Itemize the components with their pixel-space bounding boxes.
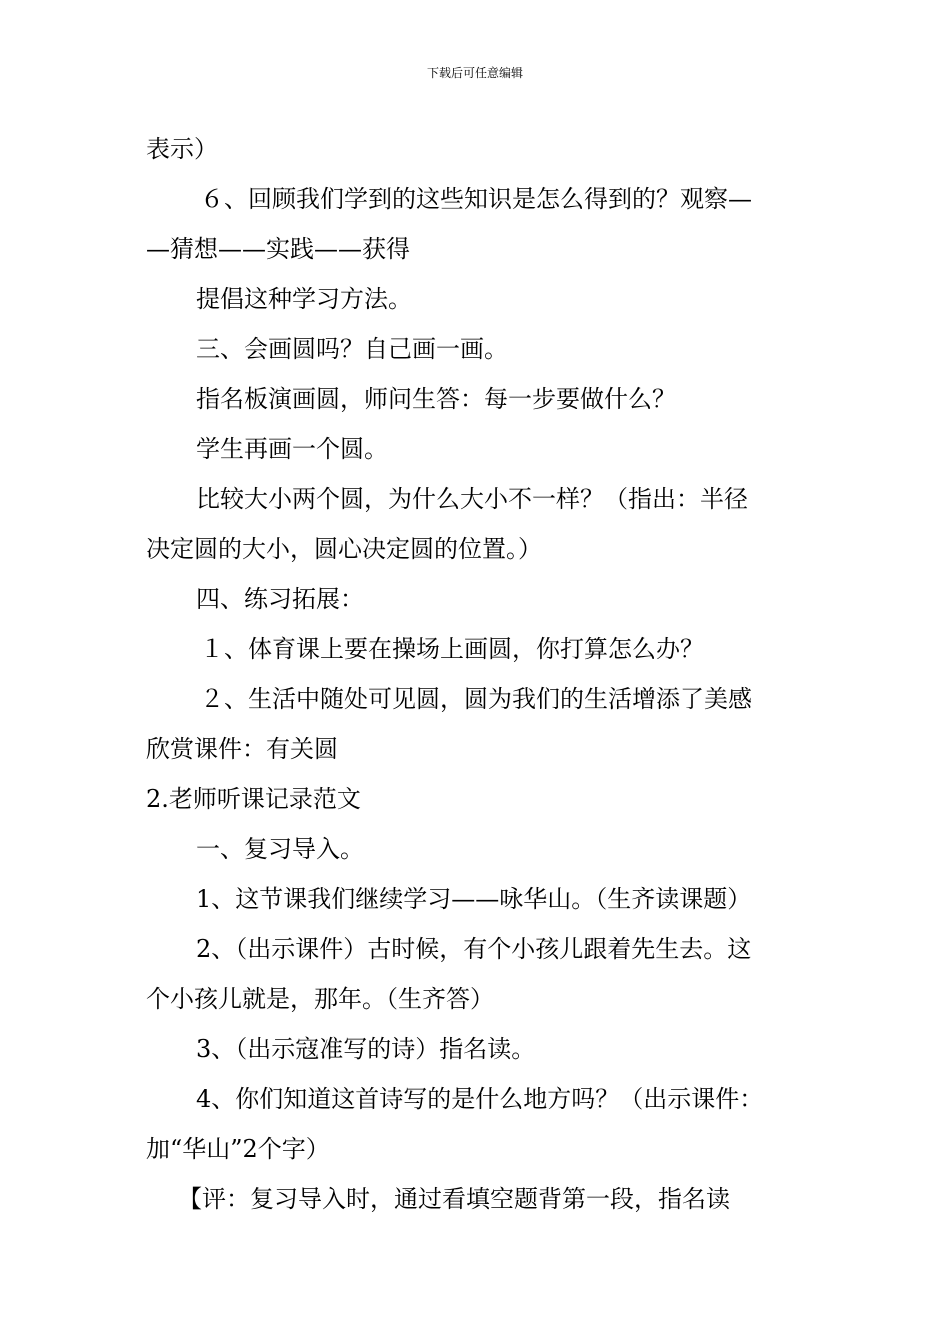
text-line: ２、生活中随处可见圆，圆为我们的生活增添了美感 [200,685,752,713]
text-line: 加“华山”2个字） [146,1135,330,1163]
text-line: 决定圆的大小，圆心决定圆的位置。） [146,535,542,563]
document-body [146,124,808,1224]
text-line: 比较大小两个圆，为什么大小不一样？（指出：半径 [196,485,748,513]
text-line: 个小孩儿就是，那年。（生齐答） [146,985,494,1013]
comment-line: 【评：复习导入时，通过看填空题背第一段，指名读 [178,1185,730,1213]
text-line: 欣赏课件：有关圆 [146,735,338,763]
section-heading: 四、练习拓展： [196,585,364,613]
article-title: 2.老师听课记录范文 [146,785,361,813]
text-line: 指名板演画圆，师问生答：每一步要做什么？ [196,385,676,413]
text-line: 3、（出示寇准写的诗）指名读。 [196,1035,536,1063]
text-line: 提倡这种学习方法。 [196,285,412,313]
section-heading: 三、会画圆吗？自己画一画。 [196,335,508,363]
text-line: １、体育课上要在操场上画圆，你打算怎么办？ [200,635,704,663]
page-header: 下载后可任意编辑 [426,66,523,80]
text-line: 2、（出示课件）古时候，有个小孩儿跟着先生去。这 [196,935,752,963]
text-line: 4、你们知道这首诗写的是什么地方吗？（出示课件： [196,1085,764,1113]
text-line: 表示） [146,135,218,163]
text-line: 学生再画一个圆。 [196,435,388,463]
text-line: —猜想——实践——获得 [146,235,410,263]
text-line: ６、回顾我们学到的这些知识是怎么得到的？观察— [200,185,752,213]
section-heading: 一、复习导入。 [196,835,364,863]
text-line: 1、这节课我们继续学习——咏华山。（生齐读课题） [196,885,752,913]
